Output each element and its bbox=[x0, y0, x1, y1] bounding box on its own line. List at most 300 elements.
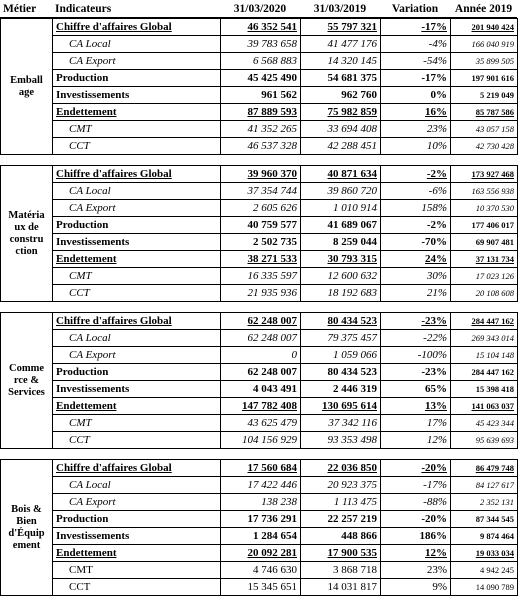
value-2020-cell-text: 62 248 007 bbox=[247, 314, 297, 327]
value-2019-cell bbox=[301, 70, 381, 87]
indicator-cell-text: Production bbox=[56, 512, 109, 525]
value-2019-cell-text: 40 871 634 bbox=[327, 167, 377, 180]
value-2019-cell bbox=[301, 138, 381, 155]
value-2020-cell-text: 37 354 744 bbox=[247, 184, 297, 197]
variation-cell bbox=[381, 251, 451, 268]
value-2020-cell bbox=[221, 138, 301, 155]
variation-cell-text: 13% bbox=[425, 399, 447, 412]
variation-cell bbox=[381, 545, 451, 562]
indicator-cell bbox=[53, 234, 221, 251]
year-2019-cell-text: 87 344 545 bbox=[475, 513, 514, 524]
value-2020-cell bbox=[221, 460, 301, 477]
value-2020-cell-text: 2 502 735 bbox=[253, 235, 297, 248]
value-2020-cell bbox=[221, 347, 301, 364]
variation-cell bbox=[381, 460, 451, 477]
value-2020-cell bbox=[221, 579, 301, 596]
value-2019-cell-text: 1 059 066 bbox=[333, 348, 377, 361]
value-2020-cell bbox=[221, 70, 301, 87]
year-2019-cell-text: 85 787 586 bbox=[475, 106, 514, 117]
table-row bbox=[1, 460, 518, 477]
value-2019-cell bbox=[301, 347, 381, 364]
indicator-cell bbox=[53, 217, 221, 234]
value-2019-cell bbox=[301, 87, 381, 104]
indicator-cell-text: CA Local bbox=[69, 37, 111, 50]
indicator-cell-text: CMT bbox=[69, 269, 92, 282]
value-2019-cell-text: 14 320 145 bbox=[327, 54, 377, 67]
year-2019-cell-text: 35 899 505 bbox=[475, 55, 514, 66]
value-2020-cell bbox=[221, 381, 301, 398]
value-2020-cell-text: 0 bbox=[291, 348, 297, 361]
indicator-cell-text: Chiffre d'affaires Global bbox=[56, 167, 172, 180]
header-variation: Variation bbox=[380, 0, 450, 18]
year-2019-cell bbox=[451, 477, 518, 494]
variation-cell-text: -100% bbox=[417, 348, 447, 361]
value-2020-cell-text: 17 736 291 bbox=[247, 512, 297, 525]
variation-cell-text: -22% bbox=[423, 331, 447, 344]
indicator-cell bbox=[53, 511, 221, 528]
value-2020-cell bbox=[221, 234, 301, 251]
value-2020-cell-text: 46 537 328 bbox=[247, 139, 297, 152]
value-2020-cell bbox=[221, 104, 301, 121]
value-2020-cell-text: 20 092 281 bbox=[247, 546, 297, 559]
indicator-cell-text: Production bbox=[56, 365, 109, 378]
table-row bbox=[1, 330, 518, 347]
variation-cell bbox=[381, 200, 451, 217]
variation-cell-text: 17% bbox=[426, 416, 447, 429]
header-indicateurs: Indicateurs bbox=[52, 0, 220, 18]
indicator-cell bbox=[53, 183, 221, 200]
table-row bbox=[1, 545, 518, 562]
value-2020-cell-text: 39 783 658 bbox=[247, 37, 297, 50]
value-2019-cell bbox=[301, 183, 381, 200]
indicator-cell-text: CA Export bbox=[69, 201, 116, 214]
indicator-cell bbox=[53, 70, 221, 87]
value-2020-cell-text: 4 746 630 bbox=[253, 563, 297, 576]
indicator-cell-text: CA Export bbox=[69, 54, 116, 67]
value-2019-cell bbox=[301, 313, 381, 330]
value-2020-cell bbox=[221, 398, 301, 415]
year-2019-cell bbox=[451, 138, 518, 155]
table-row bbox=[1, 36, 518, 53]
year-2019-cell bbox=[451, 415, 518, 432]
year-2019-cell bbox=[451, 398, 518, 415]
indicator-cell-text: Chiffre d'affaires Global bbox=[56, 461, 172, 474]
indicator-cell-text: CA Export bbox=[69, 495, 116, 508]
value-2020-cell-text: 62 248 007 bbox=[247, 331, 297, 344]
variation-cell-text: 30% bbox=[426, 269, 447, 282]
year-2019-cell-text: 86 479 748 bbox=[475, 462, 514, 473]
variation-cell bbox=[381, 217, 451, 234]
value-2020-cell-text: 15 345 651 bbox=[247, 580, 297, 593]
value-2020-cell bbox=[221, 313, 301, 330]
header-date-2020: 31/03/2020 bbox=[220, 0, 300, 18]
variation-cell bbox=[381, 432, 451, 449]
indicator-cell-text: Investissements bbox=[56, 382, 130, 395]
variation-cell-text: 23% bbox=[426, 122, 447, 135]
variation-cell bbox=[381, 511, 451, 528]
variation-cell bbox=[381, 104, 451, 121]
value-2019-cell bbox=[301, 528, 381, 545]
section-table bbox=[0, 312, 518, 449]
variation-cell bbox=[381, 183, 451, 200]
variation-cell-text: 12% bbox=[426, 433, 447, 446]
value-2019-cell bbox=[301, 415, 381, 432]
indicator-cell bbox=[53, 121, 221, 138]
variation-cell bbox=[381, 330, 451, 347]
year-2019-cell bbox=[451, 183, 518, 200]
year-2019-cell bbox=[451, 217, 518, 234]
indicator-cell bbox=[53, 545, 221, 562]
value-2020-cell bbox=[221, 545, 301, 562]
metier-cell: Emball age bbox=[1, 19, 53, 155]
year-2019-cell-text: 37 131 734 bbox=[475, 253, 514, 264]
value-2020-cell bbox=[221, 87, 301, 104]
value-2020-cell bbox=[221, 217, 301, 234]
indicator-cell bbox=[53, 579, 221, 596]
variation-cell bbox=[381, 347, 451, 364]
year-2019-cell-text: 166 040 919 bbox=[471, 38, 514, 49]
year-2019-cell-text: 45 423 344 bbox=[475, 417, 514, 428]
header-row bbox=[0, 0, 517, 18]
value-2020-cell bbox=[221, 364, 301, 381]
year-2019-cell-text: 269 343 014 bbox=[471, 332, 514, 343]
value-2020-cell bbox=[221, 330, 301, 347]
value-2019-cell bbox=[301, 511, 381, 528]
indicator-cell bbox=[53, 313, 221, 330]
value-2019-cell bbox=[301, 579, 381, 596]
variation-cell-text: 21% bbox=[426, 286, 447, 299]
value-2020-cell bbox=[221, 19, 301, 36]
value-2019-cell-text: 8 259 044 bbox=[333, 235, 377, 248]
year-2019-cell-text: 197 901 616 bbox=[471, 72, 514, 83]
value-2019-cell bbox=[301, 432, 381, 449]
year-2019-cell bbox=[451, 460, 518, 477]
value-2020-cell-text: 43 625 479 bbox=[247, 416, 297, 429]
table-row bbox=[1, 511, 518, 528]
year-2019-cell-text: 141 063 037 bbox=[471, 400, 514, 411]
indicator-cell-text: CCT bbox=[69, 286, 90, 299]
value-2019-cell-text: 55 797 321 bbox=[327, 20, 377, 33]
indicator-cell bbox=[53, 138, 221, 155]
value-2019-cell bbox=[301, 200, 381, 217]
variation-cell bbox=[381, 121, 451, 138]
indicator-cell bbox=[53, 398, 221, 415]
year-2019-cell bbox=[451, 268, 518, 285]
value-2020-cell-text: 21 935 936 bbox=[247, 286, 297, 299]
table-row bbox=[1, 121, 518, 138]
indicator-cell-text: Endettement bbox=[56, 399, 117, 412]
value-2020-cell-text: 1 284 654 bbox=[253, 529, 297, 542]
value-2020-cell-text: 16 335 597 bbox=[247, 269, 297, 282]
indicator-cell bbox=[53, 494, 221, 511]
value-2019-cell bbox=[301, 477, 381, 494]
table-row bbox=[1, 494, 518, 511]
table-row bbox=[1, 477, 518, 494]
variation-cell-text: -20% bbox=[421, 461, 447, 474]
value-2019-cell-text: 33 694 408 bbox=[327, 122, 377, 135]
indicator-cell-text: CCT bbox=[69, 433, 90, 446]
value-2020-cell bbox=[221, 494, 301, 511]
variation-cell-text: -2% bbox=[426, 218, 447, 231]
variation-cell-text: -88% bbox=[423, 495, 447, 508]
value-2020-cell-text: 2 605 626 bbox=[253, 201, 297, 214]
variation-cell-text: 0% bbox=[430, 88, 447, 101]
indicator-cell-text: Endettement bbox=[56, 252, 117, 265]
variation-cell-text: 23% bbox=[426, 563, 447, 576]
indicator-cell bbox=[53, 330, 221, 347]
variation-cell bbox=[381, 313, 451, 330]
section-table bbox=[0, 165, 518, 302]
table-row bbox=[1, 285, 518, 302]
indicator-cell bbox=[53, 36, 221, 53]
variation-cell bbox=[381, 53, 451, 70]
table-row bbox=[1, 53, 518, 70]
variation-cell-text: -23% bbox=[421, 314, 447, 327]
indicator-cell bbox=[53, 432, 221, 449]
table-row bbox=[1, 415, 518, 432]
table-row bbox=[1, 87, 518, 104]
year-2019-cell bbox=[451, 200, 518, 217]
value-2020-cell-text: 6 568 883 bbox=[253, 54, 297, 67]
value-2020-cell bbox=[221, 121, 301, 138]
indicator-cell-text: CA Local bbox=[69, 331, 111, 344]
value-2020-cell bbox=[221, 562, 301, 579]
year-2019-cell-text: 69 907 481 bbox=[475, 236, 514, 247]
indicator-cell-text: Investissements bbox=[56, 529, 130, 542]
year-2019-cell bbox=[451, 432, 518, 449]
table-row bbox=[1, 268, 518, 285]
value-2019-cell-text: 30 793 315 bbox=[327, 252, 377, 265]
header-annee-2019: Année 2019 bbox=[450, 0, 517, 18]
variation-cell-text: 10% bbox=[426, 139, 447, 152]
variation-cell-text: -70% bbox=[421, 235, 447, 248]
value-2020-cell-text: 40 759 577 bbox=[247, 218, 297, 231]
variation-cell-text: -17% bbox=[421, 20, 447, 33]
value-2019-cell-text: 130 695 614 bbox=[322, 399, 377, 412]
value-2019-cell-text: 18 192 683 bbox=[327, 286, 377, 299]
value-2020-cell-text: 104 156 929 bbox=[242, 433, 297, 446]
indicator-cell bbox=[53, 347, 221, 364]
indicator-cell bbox=[53, 53, 221, 70]
value-2020-cell bbox=[221, 251, 301, 268]
year-2019-cell bbox=[451, 234, 518, 251]
indicator-cell-text: Endettement bbox=[56, 546, 117, 559]
table-row bbox=[1, 528, 518, 545]
indicator-cell bbox=[53, 166, 221, 183]
year-2019-cell-text: 14 090 789 bbox=[475, 581, 514, 592]
value-2019-cell-text: 22 257 219 bbox=[327, 512, 377, 525]
table-row bbox=[1, 104, 518, 121]
year-2019-cell bbox=[451, 251, 518, 268]
value-2019-cell bbox=[301, 381, 381, 398]
year-2019-cell-text: 9 874 464 bbox=[480, 530, 514, 541]
table-row bbox=[1, 70, 518, 87]
indicator-cell bbox=[53, 381, 221, 398]
year-2019-cell bbox=[451, 19, 518, 36]
year-2019-cell-text: 2 352 131 bbox=[480, 496, 514, 507]
value-2019-cell bbox=[301, 494, 381, 511]
value-2020-cell bbox=[221, 477, 301, 494]
value-2020-cell-text: 961 562 bbox=[261, 88, 297, 101]
year-2019-cell-text: 10 370 530 bbox=[475, 202, 514, 213]
value-2019-cell-text: 80 434 523 bbox=[327, 365, 377, 378]
table-row bbox=[1, 579, 518, 596]
indicator-cell bbox=[53, 415, 221, 432]
indicator-cell-text: Production bbox=[56, 71, 109, 84]
year-2019-cell-text: 284 447 162 bbox=[471, 315, 514, 326]
variation-cell bbox=[381, 138, 451, 155]
section-table bbox=[0, 18, 518, 155]
year-2019-cell-text: 284 447 162 bbox=[471, 366, 514, 377]
value-2019-cell bbox=[301, 562, 381, 579]
indicator-cell-text: CMT bbox=[69, 563, 93, 576]
table-row bbox=[1, 200, 518, 217]
table-row bbox=[1, 183, 518, 200]
value-2019-cell-text: 20 923 375 bbox=[327, 478, 377, 491]
year-2019-cell bbox=[451, 511, 518, 528]
table-row bbox=[1, 398, 518, 415]
value-2020-cell bbox=[221, 528, 301, 545]
year-2019-cell bbox=[451, 494, 518, 511]
year-2019-cell-text: 43 057 158 bbox=[475, 123, 514, 134]
value-2020-cell bbox=[221, 511, 301, 528]
variation-cell-text: -23% bbox=[421, 365, 447, 378]
value-2020-cell bbox=[221, 183, 301, 200]
value-2020-cell-text: 39 960 370 bbox=[247, 167, 297, 180]
year-2019-cell bbox=[451, 545, 518, 562]
year-2019-cell-text: 4 942 245 bbox=[480, 564, 514, 575]
indicator-cell-text: Investissements bbox=[56, 235, 130, 248]
value-2019-cell bbox=[301, 398, 381, 415]
indicator-cell bbox=[53, 477, 221, 494]
year-2019-cell-text: 163 556 938 bbox=[471, 185, 514, 196]
indicator-cell-text: CCT bbox=[69, 139, 90, 152]
year-2019-cell-text: 201 940 424 bbox=[471, 21, 514, 32]
indicator-cell bbox=[53, 200, 221, 217]
variation-cell-text: -17% bbox=[423, 478, 447, 491]
year-2019-cell-text: 19 033 034 bbox=[475, 547, 514, 558]
metier-cell: Bois & Bien d'Équip ement bbox=[1, 460, 53, 596]
value-2019-cell-text: 14 031 817 bbox=[327, 580, 377, 593]
variation-cell bbox=[381, 562, 451, 579]
value-2020-cell-text: 17 560 684 bbox=[247, 461, 297, 474]
year-2019-cell bbox=[451, 562, 518, 579]
value-2019-cell bbox=[301, 36, 381, 53]
value-2020-cell-text: 4 043 491 bbox=[253, 382, 297, 395]
variation-cell bbox=[381, 494, 451, 511]
year-2019-cell-text: 20 108 608 bbox=[475, 287, 514, 298]
year-2019-cell bbox=[451, 528, 518, 545]
value-2019-cell-text: 75 982 859 bbox=[327, 105, 377, 118]
year-2019-cell bbox=[451, 166, 518, 183]
value-2019-cell bbox=[301, 285, 381, 302]
variation-cell-text: -17% bbox=[421, 71, 447, 84]
indicator-cell-text: Endettement bbox=[56, 105, 117, 118]
variation-cell-text: 186% bbox=[419, 529, 447, 542]
value-2019-cell-text: 448 866 bbox=[341, 529, 377, 542]
value-2019-cell bbox=[301, 460, 381, 477]
variation-cell-text: 158% bbox=[421, 201, 447, 214]
metier-cell: Matéria ux de constru ction bbox=[1, 166, 53, 302]
value-2020-cell-text: 87 889 593 bbox=[247, 105, 297, 118]
value-2020-cell bbox=[221, 415, 301, 432]
indicator-cell bbox=[53, 251, 221, 268]
year-2019-cell-text: 17 023 126 bbox=[475, 270, 514, 281]
indicator-cell-text: CA Local bbox=[69, 184, 111, 197]
variation-cell bbox=[381, 415, 451, 432]
value-2020-cell bbox=[221, 200, 301, 217]
value-2019-cell bbox=[301, 53, 381, 70]
table-row bbox=[1, 432, 518, 449]
value-2019-cell bbox=[301, 364, 381, 381]
indicator-cell bbox=[53, 104, 221, 121]
variation-cell bbox=[381, 528, 451, 545]
value-2020-cell bbox=[221, 268, 301, 285]
value-2019-cell bbox=[301, 268, 381, 285]
value-2020-cell-text: 46 352 541 bbox=[247, 20, 297, 33]
value-2020-cell-text: 147 782 408 bbox=[242, 399, 297, 412]
value-2019-cell-text: 42 288 451 bbox=[327, 139, 377, 152]
value-2019-cell bbox=[301, 234, 381, 251]
value-2019-cell-text: 41 477 176 bbox=[327, 37, 377, 50]
value-2019-cell-text: 39 860 720 bbox=[327, 184, 377, 197]
table-row bbox=[1, 347, 518, 364]
value-2019-cell bbox=[301, 166, 381, 183]
value-2019-cell-text: 17 900 535 bbox=[327, 546, 377, 559]
variation-cell-text: -2% bbox=[426, 167, 447, 180]
variation-cell-text: 12% bbox=[425, 546, 447, 559]
value-2020-cell-text: 138 238 bbox=[261, 495, 297, 508]
table-row bbox=[1, 138, 518, 155]
header-date-2019: 31/03/2019 bbox=[300, 0, 380, 18]
year-2019-cell-text: 95 639 693 bbox=[475, 434, 514, 445]
variation-cell-text: -54% bbox=[423, 54, 447, 67]
value-2019-cell bbox=[301, 545, 381, 562]
year-2019-cell-text: 42 730 428 bbox=[475, 140, 514, 151]
value-2019-cell-text: 54 681 375 bbox=[327, 71, 377, 84]
indicator-cell-text: CA Local bbox=[69, 478, 111, 491]
variation-cell bbox=[381, 285, 451, 302]
value-2020-cell bbox=[221, 285, 301, 302]
indicator-cell-text: CCT bbox=[69, 580, 91, 593]
value-2019-cell bbox=[301, 104, 381, 121]
variation-cell-text: -4% bbox=[428, 37, 447, 50]
value-2020-cell-text: 45 425 490 bbox=[247, 71, 297, 84]
value-2020-cell-text: 62 248 007 bbox=[247, 365, 297, 378]
header-metier: Métier bbox=[0, 0, 52, 18]
value-2019-cell bbox=[301, 121, 381, 138]
table-row bbox=[1, 562, 518, 579]
value-2019-cell bbox=[301, 330, 381, 347]
indicator-cell bbox=[53, 460, 221, 477]
variation-cell bbox=[381, 477, 451, 494]
variation-cell-text: -6% bbox=[428, 184, 447, 197]
section-table bbox=[0, 459, 518, 596]
variation-cell bbox=[381, 36, 451, 53]
variation-cell bbox=[381, 166, 451, 183]
table-row bbox=[1, 19, 518, 36]
value-2019-cell-text: 3 868 718 bbox=[333, 563, 377, 576]
year-2019-cell bbox=[451, 104, 518, 121]
year-2019-cell bbox=[451, 285, 518, 302]
table-row bbox=[1, 313, 518, 330]
value-2020-cell-text: 17 422 446 bbox=[247, 478, 297, 491]
indicator-cell bbox=[53, 562, 221, 579]
indicator-cell bbox=[53, 528, 221, 545]
indicator-cell bbox=[53, 19, 221, 36]
year-2019-cell bbox=[451, 364, 518, 381]
value-2019-cell-text: 22 036 850 bbox=[327, 461, 377, 474]
